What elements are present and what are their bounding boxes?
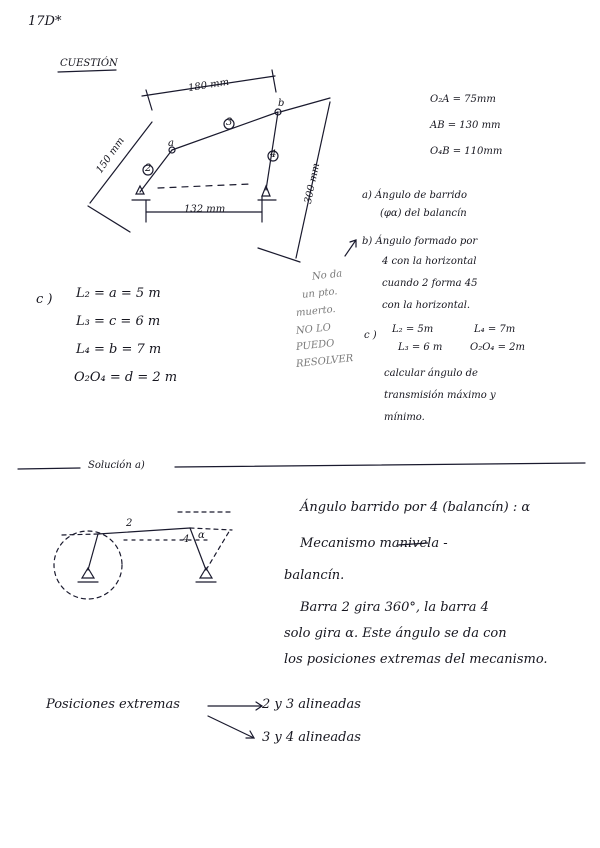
question-a-line1: a) Ángulo de barrido	[362, 190, 467, 201]
solution-text-1: Ángulo barrido por 4 (balancín) : α	[300, 500, 531, 515]
c-values-o2o4: O₂O₄ = d = 2 m	[74, 370, 178, 385]
question-a-line2: (φα) del balancín	[380, 208, 467, 219]
question-c-l4: L₄ = 7m	[474, 324, 516, 335]
dashed-reference-line	[158, 184, 250, 188]
sol-extreme-crank	[62, 534, 98, 535]
pencil-note-1: No da	[311, 268, 343, 283]
dim-label-bottom: 132 mm	[184, 204, 226, 215]
solution-text-5: solo gira α. Este ángulo se da con	[284, 626, 507, 641]
solution-text-2: Mecanismo manivela -	[300, 536, 448, 551]
solution-fig-label-alpha: α	[198, 530, 205, 541]
question-c-l3: L₃ = 6 m	[398, 342, 443, 353]
node-label-a: a	[168, 138, 174, 149]
dim-ext-left	[146, 90, 152, 110]
divider-right	[175, 463, 585, 467]
dim-ext-top-right	[280, 98, 330, 112]
extremes-label: Posiciones extremas	[46, 697, 180, 712]
question-c-line1: calcular ángulo de	[384, 368, 478, 379]
given-ab: AB = 130 mm	[430, 120, 501, 131]
link-label-3: 3	[226, 117, 233, 128]
dim-ext-right	[272, 70, 276, 92]
solution-fig-label-4: 4	[183, 534, 190, 545]
question-c-l2: L₂ = 5m	[392, 324, 434, 335]
sol-link-2	[88, 534, 98, 570]
dim-label-top: 180 mm	[187, 76, 230, 95]
question-c-line2: transmisión máximo y	[384, 390, 496, 401]
question-label: CUESTIÓN	[60, 58, 118, 69]
dim-label-left: 150 mm	[94, 135, 127, 176]
sol-dashed-top	[190, 528, 232, 530]
question-b-line2: 4 con la horizontal	[382, 256, 477, 267]
c-values-l3: L₃ = c = 6 m	[76, 314, 161, 329]
dim-ext-bottom-left	[88, 206, 130, 232]
solution-text-6: los posiciones extremas del mecanismo.	[284, 652, 548, 667]
question-underline	[58, 70, 116, 72]
pivot-o4	[262, 186, 270, 196]
given-o4b: O₄B = 110mm	[430, 146, 503, 157]
given-o2a: O₂A = 75mm	[430, 94, 496, 105]
pivot-o2	[136, 186, 144, 194]
pencil-note-6: RESOLVER	[295, 353, 354, 370]
divider-left	[18, 468, 80, 469]
link-ab	[172, 112, 278, 150]
pencil-note-5: PUEDO	[295, 338, 335, 353]
question-b-line3: cuando 2 forma 45	[382, 278, 478, 289]
question-c-prefix: c )	[364, 330, 377, 341]
c-values-l4: L₄ = b = 7 m	[76, 342, 162, 357]
extreme-2: 3 y 4 alineadas	[262, 730, 361, 745]
c-values-l2: L₂ = a = 5 m	[76, 286, 161, 301]
link-label-2: 2	[145, 163, 152, 174]
page-id: 17D*	[28, 14, 62, 29]
crank-circle	[54, 531, 122, 599]
solution-fig-label-2: 2	[126, 518, 133, 529]
question-b-line4: con la horizontal.	[382, 300, 471, 311]
dim-ext-bottom-right	[258, 248, 300, 262]
question-c-o2o4: O₂O₄ = 2m	[470, 342, 525, 353]
sol-link-3	[98, 528, 190, 534]
solution-text-3: balancín.	[284, 568, 345, 583]
sol-extreme-link	[206, 530, 230, 570]
question-c-line3: mínimo.	[384, 412, 425, 423]
c-values-prefix: c )	[36, 292, 53, 307]
pencil-note-4: NO LO	[295, 322, 332, 337]
question-b-line1: b) Ángulo formado por	[362, 236, 478, 247]
pencil-note-2: un pto.	[301, 286, 338, 301]
extreme-1: 2 y 3 alineadas	[262, 697, 361, 712]
solution-header: Solución a)	[88, 460, 145, 471]
arrow-extreme-2	[208, 716, 254, 738]
pencil-note-3: muerto.	[295, 303, 337, 320]
dim-label-right: 300 mm	[302, 162, 323, 205]
solution-text-4: Barra 2 gira 360°, la barra 4	[300, 600, 489, 615]
link-label-4: 4	[270, 149, 277, 160]
node-label-b: b	[278, 98, 285, 109]
